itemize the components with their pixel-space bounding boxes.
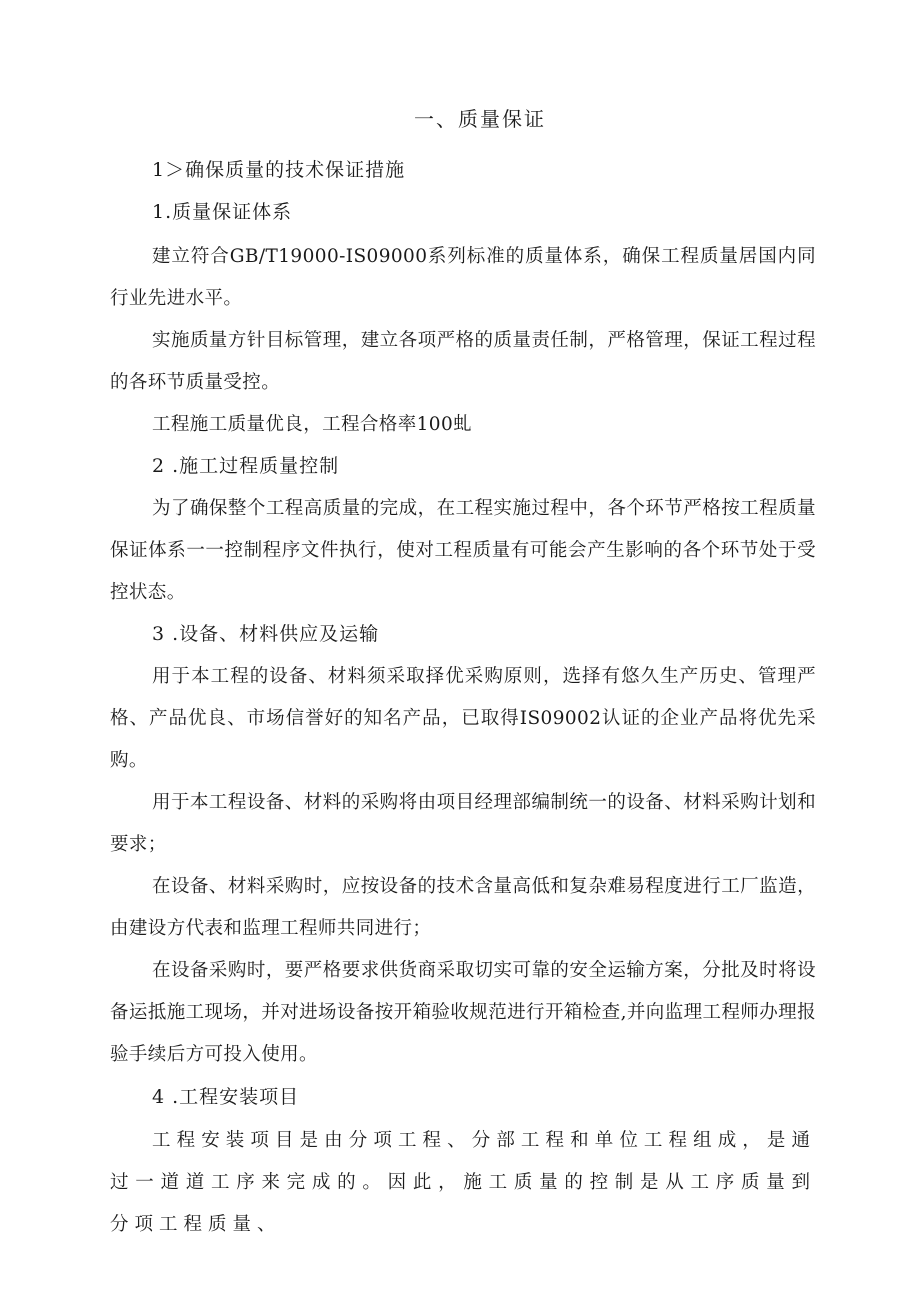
paragraph-procurement-plan: 用于本工程设备、材料的采购将由项目经理部编制统一的设备、材料采购计划和要求；: [110, 792, 816, 855]
document-title: 一、质量保证: [414, 107, 546, 131]
subsection-heading-process-control: 2 .施工过程质量控制: [152, 455, 340, 477]
paragraph-quality-policy: 实施质量方针目标管理，建立各项严格的质量责任制，严格管理，保证工程过程的各环节质量受控。: [110, 330, 816, 393]
subsection-heading-installation: 4 .工程安装项目: [152, 1086, 300, 1108]
paragraph-process-control: 为了确保整个工程高质量的完成，在工程实施过程中，各个环节严格按工程质量保证体系一一控制程序文件执行，使对工程质量有可能会产生影响的各个环节处于受控状态。: [110, 498, 816, 603]
section-heading: 1＞确保质量的技术保证措施: [152, 159, 406, 181]
subsection-heading-quality-system: 1.质量保证体系: [152, 201, 293, 223]
paragraph-quality-system-standard: 建立符合GB/T19000-IS09000系列标准的质量体系，确保工程质量居国内同行业先进水平。: [110, 246, 816, 309]
paragraph-factory-supervision: 在设备、材料采购时，应按设备的技术含量高低和复杂难易程度进行工厂监造，由建设方代表和监理工程师共同进行；: [110, 876, 816, 939]
paragraph-procurement-principle: 用于本工程的设备、材料须采取择优采购原则，选择有悠久生产历史、管理严格、产品优良、市场信誉好的知名产品，已取得IS09002认证的企业产品将优先采购。: [110, 666, 816, 771]
paragraph-installation-items: 工程安装项目是由分项工程、分部工程和单位工程组成，是通过一道道工序来完成的。因此，施工质量的控制是从工序质量到分项工程质量、: [110, 1130, 816, 1235]
subsection-heading-equipment-supply: 3 .设备、材料供应及运输: [152, 623, 380, 645]
paragraph-transport-inspection: 在设备采购时，要严格要求供货商采取切实可靠的安全运输方案，分批及时将设备运抵施工现场，并对进场设备按开箱验收规范进行开箱检查,并向监理工程师办理报验手续后方可投入使用。: [110, 960, 816, 1065]
paragraph-pass-rate: 工程施工质量优良，工程合格率100虬: [152, 414, 473, 435]
